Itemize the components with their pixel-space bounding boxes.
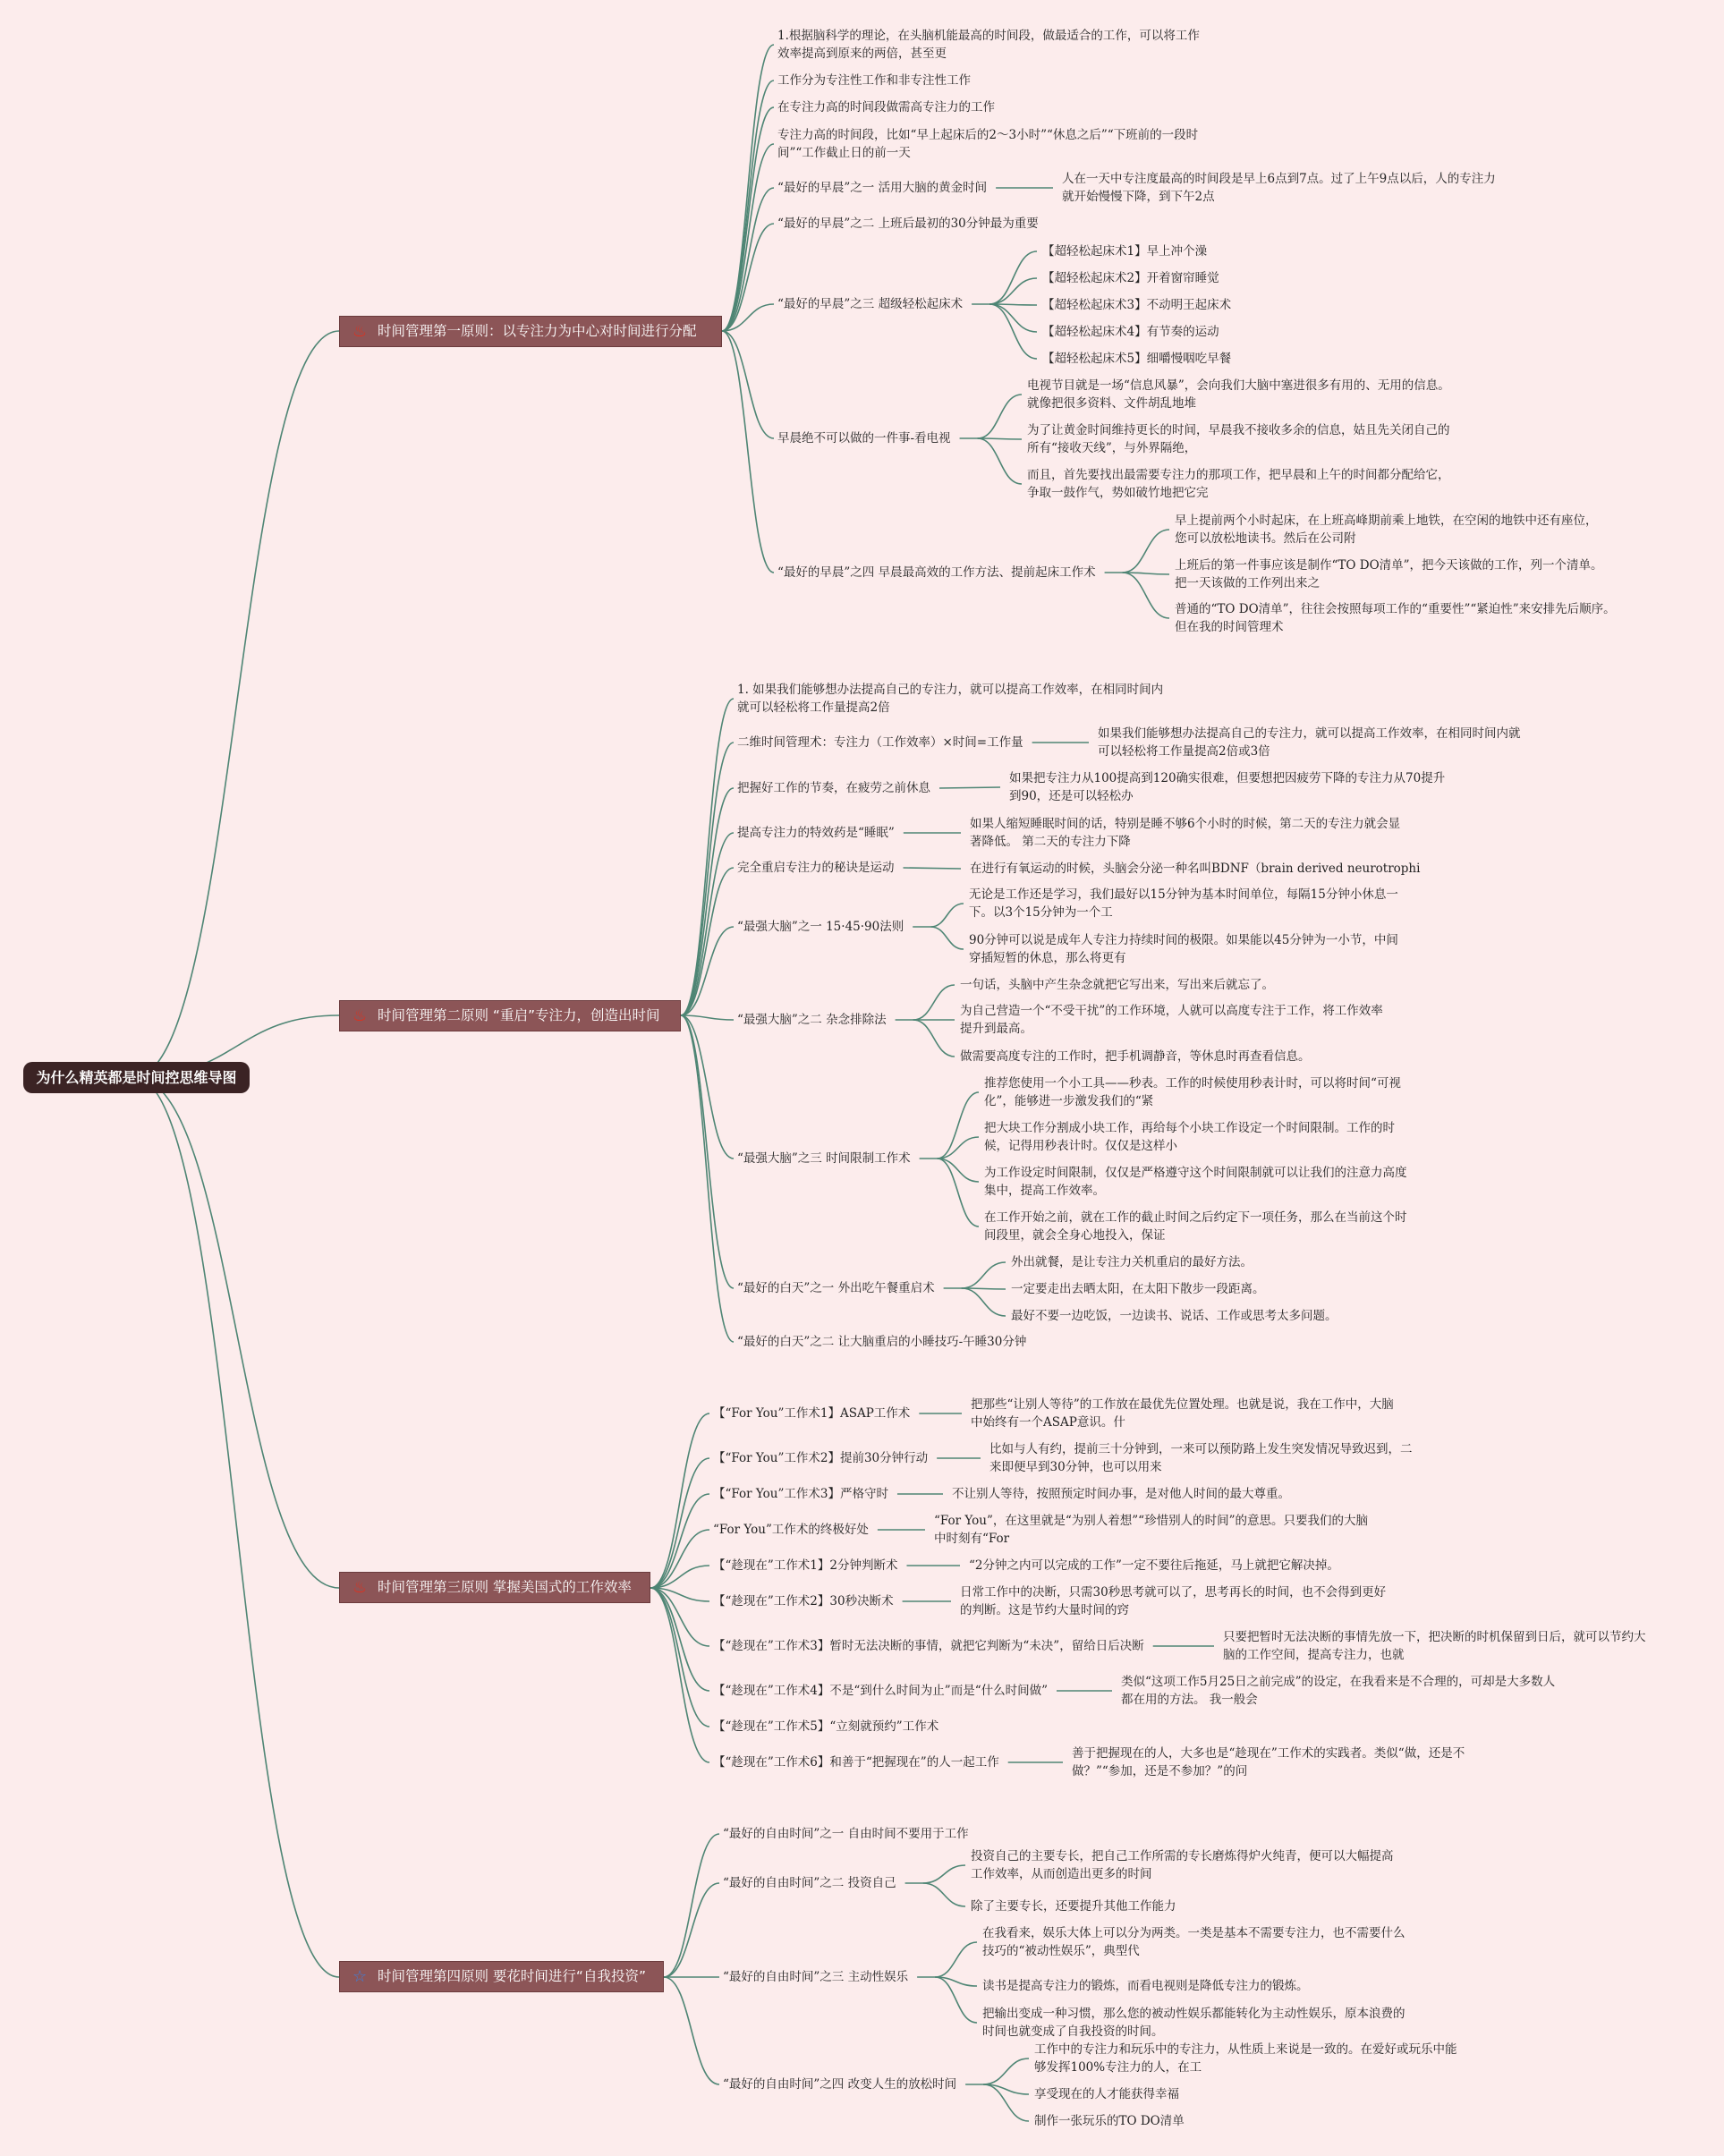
detail-node[interactable] bbox=[969, 1557, 1339, 1575]
node-text-line: “最好的早晨”之三 超级轻松起床术 bbox=[777, 297, 964, 311]
node-text-line: 如果把专注力从100提高到120确实很难，但要想把因疲劳下降的专注力从70提升 bbox=[1009, 771, 1446, 785]
node-text-line: “最好的早晨”之一 活用大脑的黄金时间 bbox=[777, 181, 988, 195]
detail-node[interactable] bbox=[984, 1119, 1395, 1155]
topic-node[interactable] bbox=[713, 1405, 910, 1422]
topic-node[interactable] bbox=[777, 295, 963, 313]
connector-topic-detail bbox=[935, 1977, 977, 2023]
connector-topic-detail bbox=[923, 1865, 965, 1883]
detail-node[interactable] bbox=[969, 931, 1398, 967]
node-text-line: 【“趁现在”工作术5】“立刻就预约”工作术 bbox=[713, 1719, 939, 1734]
connector-branch-topic bbox=[681, 1015, 734, 1342]
connector-topic-detail bbox=[913, 1020, 955, 1057]
fire-icon: ♨ bbox=[352, 1578, 368, 1597]
topic-node[interactable] bbox=[723, 2075, 956, 2093]
topic-node[interactable] bbox=[777, 564, 1096, 581]
connector-topic-detail bbox=[978, 438, 1022, 439]
detail-node[interactable] bbox=[1034, 2112, 1185, 2130]
branch-label: 时间管理第二原则 “重启”专注力，创造出时间 bbox=[378, 1007, 660, 1023]
topic-node[interactable] bbox=[777, 98, 995, 116]
connector-topic-detail bbox=[1123, 573, 1169, 618]
node-text-line: 普通的“TO DO清单”，往往会按照每项工作的“重要性”“紧迫性”来安排先后顺序。 bbox=[1175, 602, 1616, 616]
node-text-line: 在专注力高的时间段做需高专注力的工作 bbox=[777, 100, 995, 115]
connector-topic-detail bbox=[938, 1159, 979, 1182]
topic-node[interactable] bbox=[737, 1150, 911, 1167]
node-text-line: 【超轻松起床术1】早上冲个澡 bbox=[1042, 244, 1208, 259]
connector-topic-detail bbox=[1123, 530, 1169, 573]
node-text-line: 1. 如果我们能够想办法提高自己的专注力，就可以提高工作效率，在相同时间内 bbox=[737, 683, 1164, 697]
topic-node[interactable] bbox=[737, 779, 930, 797]
topic-node[interactable] bbox=[723, 1968, 908, 1986]
connector-branch-topic bbox=[650, 1588, 709, 1727]
detail-node[interactable] bbox=[1042, 350, 1231, 368]
connector-branch-topic bbox=[681, 743, 734, 1015]
star-icon: ☆ bbox=[352, 1967, 368, 1986]
node-text-line: “最好的白天”之一 外出吃午餐重启术 bbox=[737, 1281, 935, 1295]
node-text-line: 【超轻松起床术3】不动明王起床术 bbox=[1042, 298, 1232, 312]
node-text-line: 效率提高到原来的两倍，甚至更 bbox=[777, 47, 947, 61]
connector-topic-detail bbox=[935, 1942, 977, 1977]
topic-node[interactable] bbox=[737, 681, 1163, 717]
node-text-line: 下。以3个15分钟为一个工 bbox=[969, 905, 1113, 920]
detail-node[interactable] bbox=[960, 1048, 1311, 1065]
connector-branch-topic bbox=[722, 107, 774, 331]
connector-branch-topic bbox=[681, 1015, 734, 1159]
connector-topic-detail bbox=[923, 1883, 965, 1906]
connector-branch-topic bbox=[681, 788, 734, 1015]
connector-branch-topic bbox=[650, 1458, 709, 1588]
node-text-line: 【“趁现在”工作术4】不是“到什么时间为止”而是“什么时间做” bbox=[713, 1684, 1048, 1698]
topic-node[interactable] bbox=[737, 859, 895, 877]
node-text-line: 工作中的专注力和玩乐中的专注力，从性质上来说是一致的。在爱好或玩乐中能 bbox=[1034, 2042, 1457, 2057]
detail-node[interactable] bbox=[982, 2005, 1406, 2041]
detail-node[interactable] bbox=[984, 1209, 1407, 1244]
node-text-line: 外出就餐，是让专注力关机重启的最好方法。 bbox=[1011, 1255, 1253, 1269]
node-text-line: 电视节目就是一场“信息风暴”，会向我们大脑中塞进很多有用的、无用的信息。 bbox=[1027, 378, 1450, 393]
node-text-line: 比如与人有约，提前三十分钟到，一来可以预防路上发生突发情况导致迟到，二 bbox=[989, 1442, 1413, 1456]
node-text-line: 时间也就变成了自我投资的时间。 bbox=[982, 2024, 1164, 2039]
topic-node[interactable] bbox=[777, 72, 971, 89]
node-text-line: 专注力高的时间段，比如“早上起床后的2～3小时”“休息之后”“下班前的一段时 bbox=[777, 128, 1199, 142]
detail-node[interactable] bbox=[1027, 466, 1450, 502]
node-text-line: 【超轻松起床术4】有节奏的运动 bbox=[1042, 325, 1219, 339]
connector-topic-detail bbox=[989, 278, 1037, 304]
topic-node[interactable] bbox=[737, 1011, 887, 1029]
connector-root-branch bbox=[134, 1077, 339, 1588]
detail-node[interactable] bbox=[1011, 1307, 1338, 1325]
detail-node[interactable] bbox=[1009, 769, 1445, 805]
node-text-line: 除了主要专长，还要提升其他工作能力 bbox=[971, 1899, 1176, 1914]
detail-node[interactable] bbox=[984, 1164, 1407, 1200]
node-text-line: 【超轻松起床术5】细嚼慢咽吃早餐 bbox=[1042, 352, 1232, 366]
detail-node[interactable] bbox=[960, 976, 1274, 994]
node-text-line: 推荐您使用一个小工具——秒表。工作的时候使用秒表计时，可以将时间“可视 bbox=[984, 1076, 1401, 1091]
node-text-line: 间段里，就会全身心地投入，保证 bbox=[984, 1228, 1166, 1243]
node-text-line: 候，记得用秒表计时。仅仅是这样小 bbox=[984, 1139, 1177, 1153]
node-text-line: 化”，能够进一步激发我们的“紧 bbox=[984, 1094, 1154, 1108]
node-text-line: 所有“接收天线”，与外界隔绝， bbox=[1027, 441, 1197, 455]
topic-node[interactable] bbox=[777, 126, 1198, 162]
node-text-line: 您可以放松地读书。然后在公司附 bbox=[1175, 531, 1356, 546]
branch-label: 时间管理第三原则 掌握美国式的工作效率 bbox=[378, 1579, 632, 1595]
topic-node[interactable] bbox=[737, 824, 895, 842]
detail-node[interactable] bbox=[1011, 1253, 1253, 1271]
detail-node[interactable] bbox=[970, 815, 1400, 851]
connector-branch-topic bbox=[722, 81, 774, 331]
connector-topic-detail bbox=[913, 985, 955, 1020]
node-text-line: 无论是工作还是学习，我们最好以15分钟为基本时间单位，每隔15分钟小休息一 bbox=[969, 887, 1398, 902]
node-text-line: 【“趁现在”工作术3】暂时无法决断的事情，就把它判断为“未决”，留给日后决断 bbox=[713, 1639, 1144, 1653]
connector-branch-topic bbox=[650, 1413, 709, 1588]
topic-node[interactable] bbox=[723, 1825, 969, 1843]
node-text-line: 在我看来，娱乐大体上可以分为两类。一类是基本不需要专注力，也不需要什么 bbox=[982, 1926, 1406, 1940]
connector-topic-detail bbox=[962, 1288, 1006, 1316]
node-text-line: 中始终有一个ASAP意识。什 bbox=[971, 1415, 1125, 1430]
node-text-line: 早晨绝不可以做的一件事-看电视 bbox=[777, 431, 951, 446]
topic-node[interactable] bbox=[713, 1637, 1144, 1655]
connector-topic-detail bbox=[930, 904, 964, 927]
node-text-line: 做需要高度专注的工作时，把手机调静音，等休息时再查看信息。 bbox=[960, 1049, 1311, 1064]
detail-node[interactable] bbox=[1098, 725, 1521, 760]
node-text-line: 在工作开始之前，就在工作的截止时间之后约定下一项任务，那么在当前这个时 bbox=[984, 1210, 1407, 1225]
node-text-line: 工作分为专注性工作和非专注性工作 bbox=[777, 73, 971, 88]
detail-node[interactable] bbox=[1121, 1673, 1555, 1709]
topic-node[interactable] bbox=[713, 1753, 999, 1771]
topic-node[interactable] bbox=[713, 1557, 897, 1575]
connector-root-branch bbox=[134, 331, 339, 1077]
node-text-line: 就开始慢慢下降，到下午2点 bbox=[1062, 190, 1215, 204]
node-text-line: 但在我的时间管理术 bbox=[1175, 620, 1284, 634]
node-text-line: “最好的早晨”之四 早晨最高效的工作方法、提前起床工作术 bbox=[777, 565, 1096, 580]
node-text-line: 为了让黄金时间维持更长的时间，早晨我不接收多余的信息，姑且先关闭自己的 bbox=[1027, 423, 1450, 437]
detail-node[interactable] bbox=[1027, 377, 1450, 412]
node-text-line: “最好的自由时间”之四 改变人生的放松时间 bbox=[723, 2077, 957, 2092]
detail-node[interactable] bbox=[984, 1074, 1401, 1110]
connector-branch-topic bbox=[664, 1977, 719, 2084]
node-text-line: 二维时间管理术：专注力（工作效率）×时间=工作量 bbox=[737, 735, 1023, 750]
topic-node[interactable] bbox=[777, 429, 951, 447]
node-text-line: 90分钟可以说是成年人专注力持续时间的极限。如果能以45分钟为一小节，中间 bbox=[969, 933, 1398, 947]
node-text-line: 上班后的第一件事应该是制作“TO DO清单”，把今天该做的工作，列一个清单。 bbox=[1175, 558, 1603, 573]
detail-node[interactable] bbox=[1175, 556, 1603, 592]
topic-node[interactable] bbox=[777, 215, 1039, 233]
connector-topic-detail bbox=[978, 395, 1022, 438]
branch-principle-3[interactable] bbox=[339, 1572, 650, 1603]
node-text-line: 读书是提高专注力的锻炼，而看电视则是降低专注力的锻炼。 bbox=[982, 1979, 1309, 1993]
branch-label: 时间管理第一原则：以专注力为中心对时间进行分配 bbox=[378, 323, 697, 339]
detail-node[interactable] bbox=[1042, 269, 1219, 287]
fire-icon: ♨ bbox=[352, 322, 368, 341]
topic-node[interactable] bbox=[737, 1279, 935, 1297]
connector-topic-detail bbox=[962, 1262, 1006, 1288]
detail-node[interactable] bbox=[989, 1440, 1413, 1476]
node-text-line: 一定要走出去晒太阳，在太阳下散步一段距离。 bbox=[1011, 1282, 1265, 1296]
detail-node[interactable] bbox=[971, 1396, 1394, 1431]
node-text-line: 就像把很多资料、文件胡乱地堆 bbox=[1027, 396, 1196, 411]
node-text-line: 最好不要一边吃饭，一边读书、说话、工作或思考太多问题。 bbox=[1011, 1309, 1338, 1323]
connector-branch-topic bbox=[650, 1530, 709, 1588]
topic-node[interactable] bbox=[713, 1682, 1048, 1700]
branch-principle-1[interactable] bbox=[339, 316, 722, 347]
node-text-line: 【“For You”工作术2】提前30分钟行动 bbox=[713, 1451, 929, 1465]
node-text-line: 做？”“参加，还是不参加？”的问 bbox=[1072, 1764, 1248, 1778]
node-text-line: “最好的白天”之二 让大脑重启的小睡技巧-午睡30分钟 bbox=[737, 1335, 1027, 1349]
detail-node[interactable] bbox=[971, 1897, 1176, 1915]
connector-topic-detail bbox=[978, 438, 1022, 484]
node-text-line: 把那些“让别人等待”的工作放在最优先位置处理。也就是说，我在工作中，大脑 bbox=[971, 1397, 1394, 1412]
detail-node[interactable] bbox=[1175, 600, 1616, 636]
connector-branch-topic bbox=[722, 144, 774, 331]
connector-topic-detail bbox=[930, 927, 964, 949]
connector-branch-topic bbox=[650, 1494, 709, 1588]
node-text-line: 如果人缩短睡眠时间的话，特别是睡不够6个小时的时候，第二天的专注力就会显 bbox=[970, 817, 1401, 831]
node-text-line: “最好的自由时间”之一 自由时间不要用于工作 bbox=[723, 1827, 969, 1841]
node-text-line: “最好的早晨”之二 上班后最初的30分钟最为重要 bbox=[777, 216, 1039, 231]
node-text-line: “2分钟之内可以完成的工作”一定不要往后拖延，马上就把它解决掉。 bbox=[969, 1558, 1339, 1573]
node-text-line: 为自己营造一个“不受干扰”的工作环境，人就可以高度专注于工作，将工作效率 bbox=[960, 1004, 1383, 1018]
node-text-line: 集中，提高工作效率。 bbox=[984, 1184, 1105, 1198]
topic-node[interactable] bbox=[737, 1333, 1026, 1351]
node-text-line: 【“For You”工作术1】ASAP工作术 bbox=[713, 1406, 911, 1421]
node-text-line: 把握好工作的节奏，在疲劳之前休息 bbox=[737, 781, 930, 795]
detail-node[interactable] bbox=[1175, 512, 1598, 547]
node-text-line: 人在一天中专注度最高的时间段是早上6点到7点。过了上午9点以后，人的专注力 bbox=[1062, 172, 1496, 186]
node-text-line: 把输出变成一种习惯，那么您的被动性娱乐都能转化为主动性娱乐，原本浪费的 bbox=[982, 2007, 1406, 2021]
node-text-line: 如果我们能够想办法提高自己的专注力，就可以提高工作效率，在相同时间内就 bbox=[1098, 726, 1521, 741]
node-text-line: 把大块工作分割成小块工作，再给每个小块工作设定一个时间限制。工作的时 bbox=[984, 1121, 1395, 1135]
connector-topic-detail bbox=[983, 2058, 1029, 2084]
node-text-line: “最好的自由时间”之二 投资自己 bbox=[723, 1876, 896, 1890]
detail-node[interactable] bbox=[969, 886, 1398, 921]
node-text-line: 不让别人等待，按照预定时间办事，是对他人时间的最大尊重。 bbox=[952, 1487, 1290, 1501]
connector-branch-topic bbox=[722, 45, 774, 331]
connector-topic-detail bbox=[904, 868, 962, 869]
detail-node[interactable] bbox=[952, 1485, 1290, 1503]
node-text-line: 【“趁现在”工作术2】30秒决断术 bbox=[713, 1594, 894, 1609]
detail-node[interactable] bbox=[1072, 1744, 1465, 1780]
connector-branch-topic bbox=[681, 868, 734, 1015]
node-text-line: 只要把暂时无法决断的事情先放一下，把决断的时机保留到日后，就可以节约大 bbox=[1223, 1630, 1646, 1644]
topic-node[interactable] bbox=[777, 27, 1200, 63]
connector-branch-topic bbox=[681, 699, 734, 1015]
node-text-line: 到90，还是可以轻松办 bbox=[1009, 789, 1134, 803]
connector-root-branch bbox=[134, 1077, 339, 1977]
node-text-line: “最强大脑”之一 15·45·90法则 bbox=[737, 920, 904, 934]
node-text-line: 够发挥100%专注力的人，在工 bbox=[1034, 2060, 1202, 2075]
node-text-line: 著降低。 第二天的专注力下降 bbox=[970, 835, 1131, 849]
node-text-line: 争取一鼓作气，势如破竹地把它完 bbox=[1027, 486, 1209, 500]
node-text-line: “For You”，在这里就是“为别人着想”“珍惜别人的时间”的意思。只要我们的大脑 bbox=[934, 1514, 1368, 1528]
node-text-line: 而且，首先要找出最需要专注力的那项工作，把早晨和上午的时间都分配给它， bbox=[1027, 468, 1450, 482]
node-text-line: 享受现在的人才能获得幸福 bbox=[1034, 2087, 1179, 2101]
node-text-line: 类似“这项工作5月25日之前完成”的设定，在我看来是不合理的，可却是大多数人 bbox=[1121, 1675, 1556, 1689]
connector-branch-topic bbox=[650, 1588, 709, 1762]
detail-node[interactable] bbox=[1223, 1628, 1646, 1664]
detail-node[interactable] bbox=[960, 1002, 1383, 1038]
node-text-line: 可以轻松将工作量提高2倍或3倍 bbox=[1098, 744, 1270, 759]
topic-node[interactable] bbox=[713, 1718, 938, 1736]
node-text-line: 就可以轻松将工作量提高2倍 bbox=[737, 700, 890, 715]
detail-node[interactable] bbox=[1027, 421, 1450, 457]
connector-branch-topic bbox=[722, 331, 774, 573]
fire-icon: ♨ bbox=[352, 1006, 368, 1025]
detail-node[interactable] bbox=[982, 1977, 1309, 1995]
node-text-line: 投资自己的主要专长，把自己工作所需的专长磨炼得炉火纯青，便可以大幅提高 bbox=[971, 1849, 1394, 1863]
connector-topic-detail bbox=[989, 304, 1037, 332]
node-text-line: 【“趁现在”工作术6】和善于“把握现在”的人一起工作 bbox=[713, 1755, 999, 1770]
topic-node[interactable] bbox=[737, 734, 1023, 751]
node-text-line: 都在用的方法。 我一般会 bbox=[1121, 1693, 1258, 1707]
node-text-line: 把一天该做的工作列出来之 bbox=[1175, 576, 1320, 590]
node-text-line: 提升到最高。 bbox=[960, 1022, 1032, 1036]
detail-node[interactable] bbox=[1034, 2041, 1457, 2076]
node-text-line: 完全重启专注力的秘诀是运动 bbox=[737, 861, 895, 875]
node-text-line: 中时刻有“For bbox=[934, 1532, 1010, 1546]
node-text-line: “For You”工作术的终极好处 bbox=[713, 1523, 869, 1537]
topic-node[interactable] bbox=[713, 1449, 928, 1467]
topic-node[interactable] bbox=[713, 1592, 894, 1610]
detail-node[interactable] bbox=[1042, 323, 1219, 341]
node-text-line: “最好的自由时间”之三 主动性娱乐 bbox=[723, 1970, 909, 1984]
node-text-line: 【“趁现在”工作术1】2分钟判断术 bbox=[713, 1558, 898, 1573]
connector-branch-topic bbox=[664, 1834, 719, 1977]
detail-node[interactable] bbox=[1062, 170, 1496, 206]
topic-node[interactable] bbox=[713, 1485, 888, 1503]
node-text-line: 善于把握现在的人，大多也是“趁现在”工作术的实践者。类似“做，还是不 bbox=[1072, 1746, 1465, 1761]
node-text-line: 1.根据脑科学的理论，在头脑机能最高的时间段，做最适合的工作，可以将工作 bbox=[777, 29, 1200, 43]
detail-node[interactable] bbox=[1034, 2085, 1179, 2103]
detail-node[interactable] bbox=[971, 1847, 1394, 1883]
topic-node[interactable] bbox=[713, 1521, 869, 1539]
root-topic[interactable]: 为什么精英都是时间控思维导图 bbox=[23, 1062, 250, 1093]
connector-branch-topic bbox=[664, 1883, 719, 1977]
node-text-line: 【超轻松起床术2】开着窗帘睡觉 bbox=[1042, 271, 1219, 285]
node-text-line: “最强大脑”之三 时间限制工作术 bbox=[737, 1151, 911, 1166]
detail-node[interactable] bbox=[970, 860, 1420, 878]
node-text-line: 【“For You”工作术3】严格守时 bbox=[713, 1487, 888, 1501]
connector-topic-detail bbox=[938, 1159, 979, 1227]
node-text-line: 一句话，头脑中产生杂念就把它写出来，写出来后就忘了。 bbox=[960, 978, 1274, 992]
detail-node[interactable] bbox=[1011, 1280, 1265, 1298]
connector-topic-detail bbox=[989, 251, 1037, 304]
node-text-line: 为工作设定时间限制，仅仅是严格遵守这个时间限制就可以让我们的注意力高度 bbox=[984, 1166, 1407, 1180]
detail-node[interactable] bbox=[982, 1924, 1406, 1960]
node-text-line: 工作效率，从而创造出更多的时间 bbox=[971, 1867, 1152, 1881]
node-text-line: 技巧的“被动性娱乐”，典型代 bbox=[982, 1944, 1140, 1958]
topic-node[interactable] bbox=[723, 1874, 896, 1892]
node-text-line: 的判断。这是节约大量时间的窍 bbox=[960, 1603, 1129, 1617]
connector-branch-topic bbox=[681, 1015, 734, 1020]
branch-principle-2[interactable] bbox=[339, 1000, 681, 1031]
node-text-line: “最强大脑”之二 杂念排除法 bbox=[737, 1013, 887, 1027]
branch-principle-4[interactable] bbox=[339, 1961, 664, 1992]
topic-node[interactable] bbox=[737, 918, 904, 936]
node-text-line: 制作一张玩乐的TO DO清单 bbox=[1034, 2114, 1185, 2128]
branch-label: 时间管理第四原则 要花时间进行“自我投资” bbox=[378, 1968, 646, 1984]
node-text-line: 脑的工作空间，提高专注力，也就 bbox=[1223, 1648, 1405, 1662]
node-text-line: 穿插短暂的休息，那么将更有 bbox=[969, 951, 1126, 965]
connector-topic-detail bbox=[939, 787, 1000, 788]
detail-node[interactable] bbox=[960, 1583, 1386, 1619]
connector-branch-topic bbox=[681, 1015, 734, 1288]
node-text-line: 提高专注力的特效药是“睡眠” bbox=[737, 826, 895, 840]
detail-node[interactable] bbox=[1042, 242, 1207, 260]
node-text-line: 间”“工作截止日的前一天 bbox=[777, 146, 911, 160]
node-text-line: 日常工作中的决断，只需30秒思考就可以了，思考再长的时间，也不会得到更好 bbox=[960, 1585, 1387, 1600]
connector-branch-topic bbox=[722, 331, 774, 438]
node-text-line: 来即便早到30分钟，也可以用来 bbox=[989, 1460, 1162, 1474]
topic-node[interactable] bbox=[777, 179, 987, 197]
node-text-line: 在进行有氧运动的时候，头脑会分泌一种名叫BDNF（brain derived neurotrophi bbox=[970, 862, 1421, 876]
detail-node[interactable] bbox=[934, 1512, 1368, 1548]
node-text-line: 早上提前两个小时起床，在上班高峰期前乘上地铁，在空闲的地铁中还有座位， bbox=[1175, 514, 1598, 528]
detail-node[interactable] bbox=[1042, 296, 1231, 314]
